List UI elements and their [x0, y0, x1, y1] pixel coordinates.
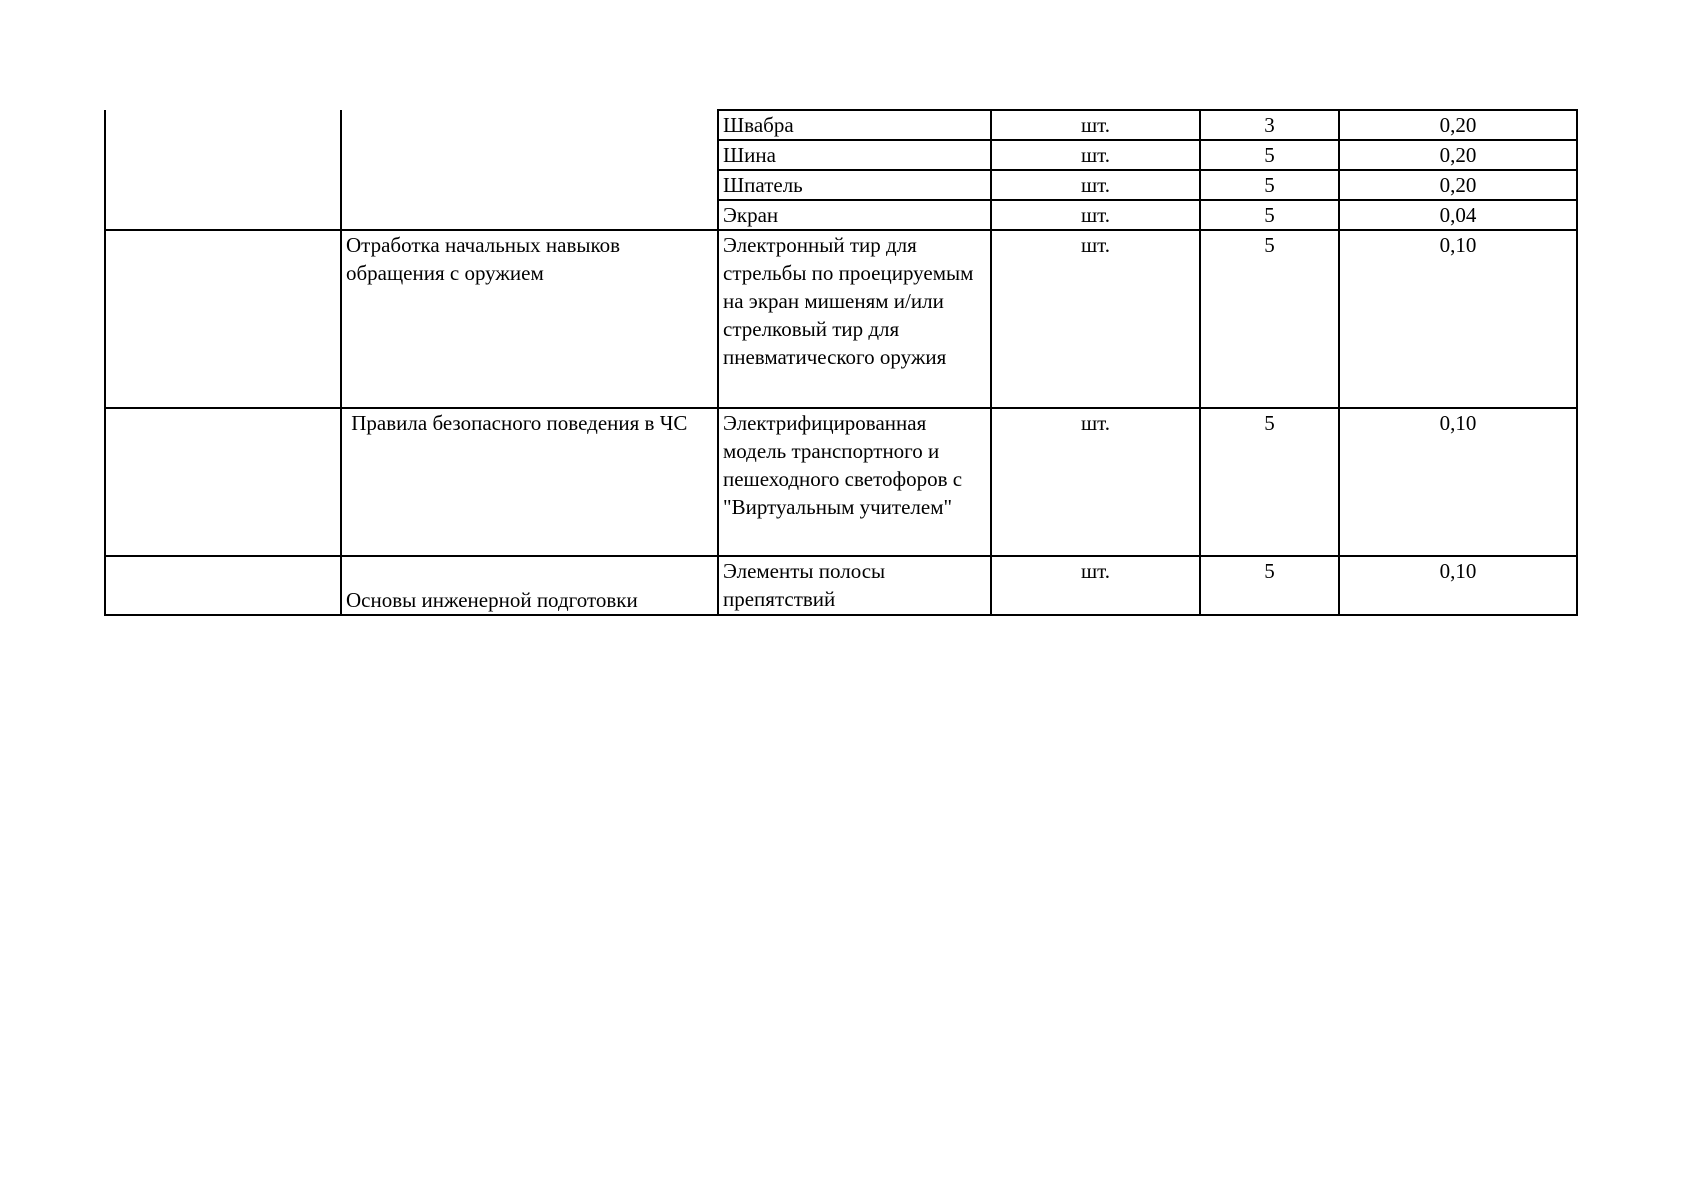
qty-cell: 5	[1200, 140, 1339, 170]
section-cell	[105, 408, 341, 556]
unit-cell: шт.	[991, 200, 1200, 230]
norm-cell: 0,10	[1339, 408, 1577, 556]
unit-cell: шт.	[991, 140, 1200, 170]
topic-cell: Правила безопасного поведения в ЧС	[341, 408, 718, 556]
norm-cell: 0,10	[1339, 230, 1577, 408]
topic-cell: Отработка начальных навыков обращения с оружием	[341, 230, 718, 408]
topic-cell	[341, 110, 718, 230]
unit-cell: шт.	[991, 230, 1200, 408]
item-cell: Шина	[718, 140, 991, 170]
section-cell	[105, 110, 341, 230]
qty-cell: 5	[1200, 170, 1339, 200]
norm-cell: 0,04	[1339, 200, 1577, 230]
item-cell: Швабра	[718, 110, 991, 140]
qty-cell: 5	[1200, 408, 1339, 556]
item-cell: Шпатель	[718, 170, 991, 200]
item-cell: Электронный тир для стрельбы по проецируемым на экран мишеням и/или стрелковый тир для пневматического оружия	[718, 230, 991, 408]
equipment-table	[104, 109, 1578, 616]
table-row	[105, 408, 1577, 556]
norm-cell: 0,20	[1339, 170, 1577, 200]
unit-cell: шт.	[991, 110, 1200, 140]
topic-cell: Основы инженерной подготовки	[341, 556, 718, 615]
unit-cell: шт.	[991, 408, 1200, 556]
norm-cell: 0,20	[1339, 140, 1577, 170]
item-cell: Элементы полосы препятствий	[718, 556, 991, 615]
norm-cell: 0,20	[1339, 110, 1577, 140]
qty-cell: 5	[1200, 556, 1339, 615]
table-row	[105, 230, 1577, 408]
qty-cell: 5	[1200, 230, 1339, 408]
section-cell	[105, 230, 341, 408]
unit-cell: шт.	[991, 556, 1200, 615]
norm-cell: 0,10	[1339, 556, 1577, 615]
item-cell: Экран	[718, 200, 991, 230]
item-cell: Электрифицированная модель транспортного и пешеходного светофоров с "Виртуальным учителем"	[718, 408, 991, 556]
qty-cell: 3	[1200, 110, 1339, 140]
table-row	[105, 556, 1577, 615]
table-row	[105, 110, 1577, 140]
section-cell	[105, 556, 341, 615]
unit-cell: шт.	[991, 170, 1200, 200]
qty-cell: 5	[1200, 200, 1339, 230]
